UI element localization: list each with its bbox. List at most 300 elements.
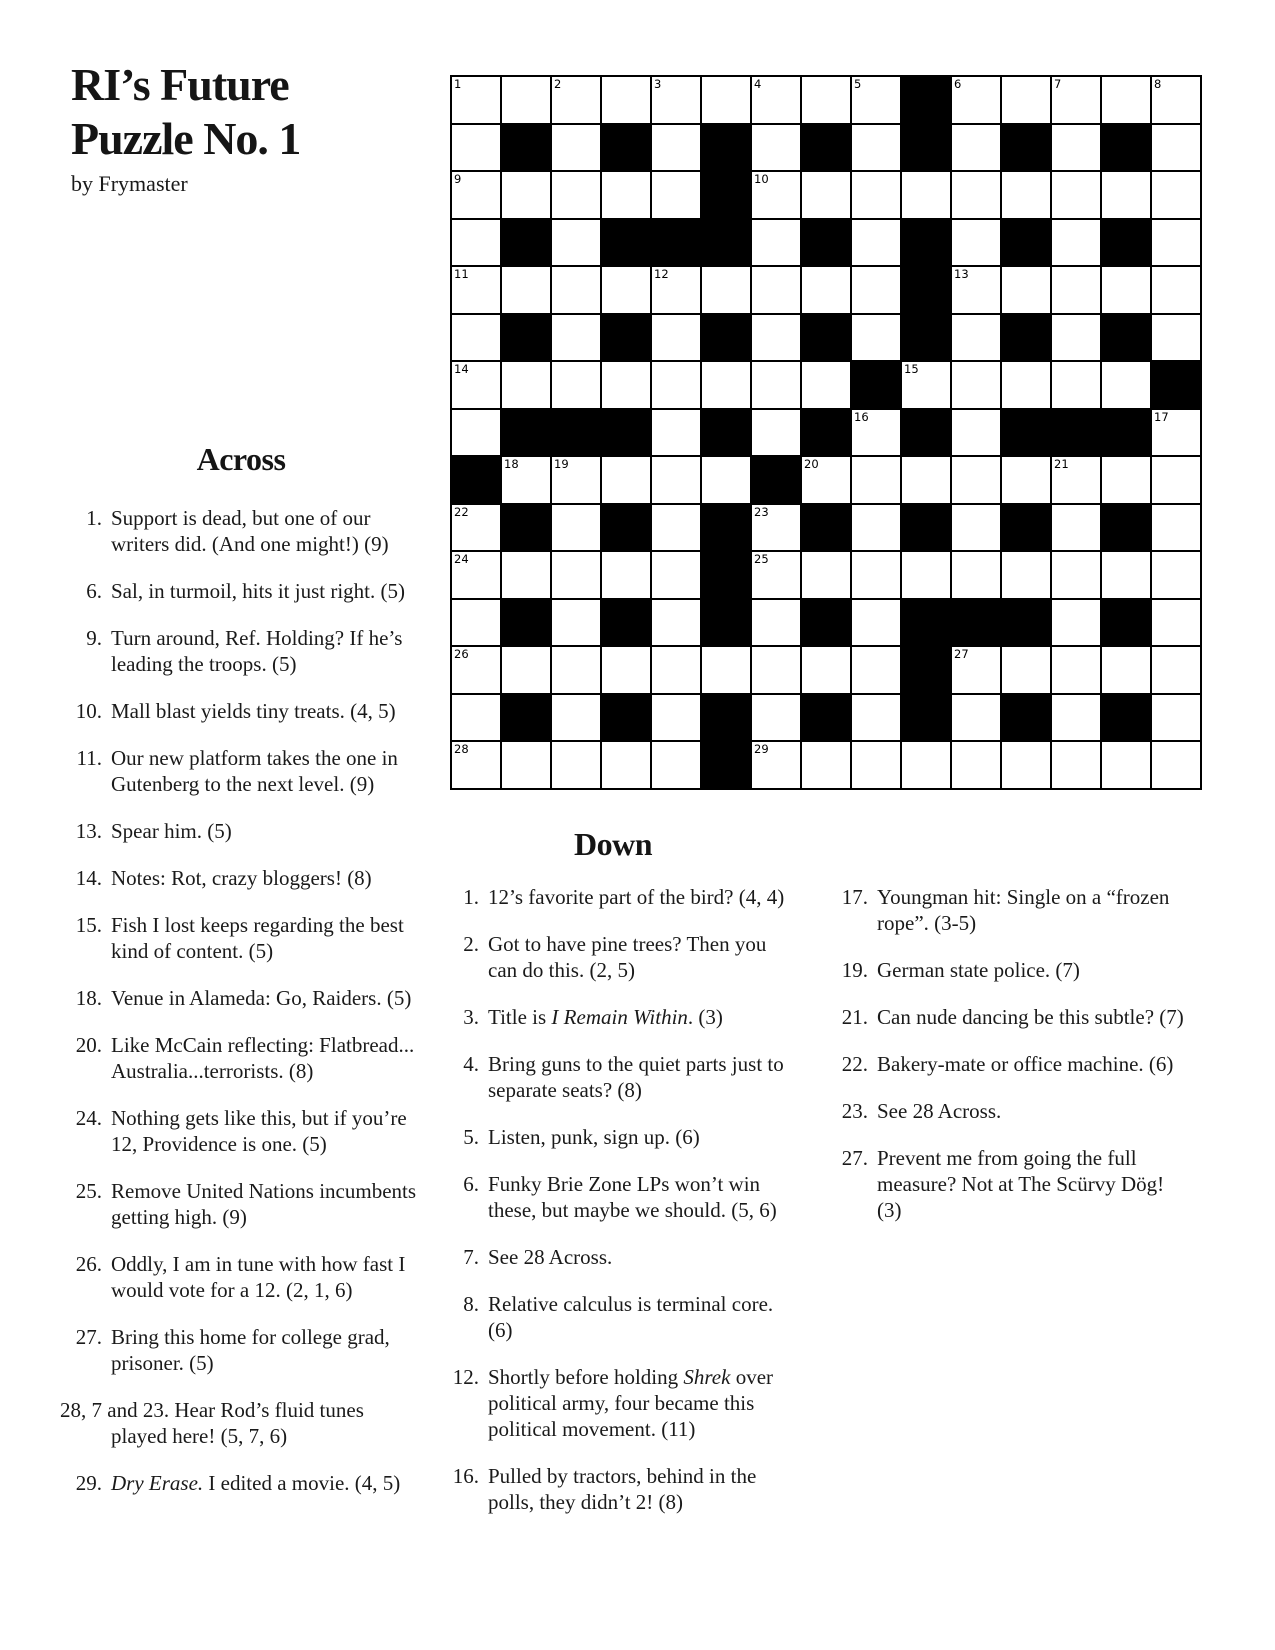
grid-cell-r10c8-black: [801, 504, 851, 552]
grid-cell-r13c2[interactable]: [501, 646, 551, 694]
grid-cell-r11c1[interactable]: [451, 551, 501, 599]
clue-number: 22.: [841, 1052, 868, 1076]
clue-down-2: [437, 931, 793, 983]
grid-cell-r15c4[interactable]: [601, 741, 651, 789]
grid-cell-r2c12-black: [1001, 124, 1051, 172]
grid-cell-r10c7[interactable]: [751, 504, 801, 552]
grid-cell-r4c2-black: [501, 219, 551, 267]
cell-number-19: 19: [554, 457, 569, 471]
grid-cell-r11c9[interactable]: [851, 551, 901, 599]
grid-cell-r13c8[interactable]: [801, 646, 851, 694]
grid-cell-r9c7-black: [751, 456, 801, 504]
grid-cell-r4c7[interactable]: [751, 219, 801, 267]
grid-cell-r4c15[interactable]: [1151, 219, 1201, 267]
cell-number-23: 23: [754, 504, 769, 519]
grid-cell-r11c8[interactable]: [801, 551, 851, 599]
grid-cell-r4c1[interactable]: [451, 219, 501, 267]
grid-cell-r14c2-black: [501, 694, 551, 742]
grid-cell-r9c6[interactable]: [701, 456, 751, 504]
grid-cell-r13c4[interactable]: [601, 646, 651, 694]
cell-number-20: 20: [804, 457, 819, 471]
cell-number-4: 4: [754, 77, 762, 91]
grid-cell-r1c13[interactable]: [1051, 76, 1101, 124]
clue-text: Got to have pine trees? Then you can do this. (2, 5): [488, 932, 767, 982]
across-clue-list: [60, 505, 422, 1496]
grid-cell-r11c4[interactable]: [601, 551, 651, 599]
cell-number-25: 25: [754, 552, 769, 566]
grid-cell-r10c15[interactable]: [1151, 504, 1201, 552]
grid-cell-r15c11[interactable]: [951, 741, 1001, 789]
clue-text: Support is dead, but one of our writers did. (And one might!) (9): [111, 506, 389, 556]
grid-cell-r1c3[interactable]: [551, 76, 601, 124]
grid-cell-r2c15[interactable]: [1151, 124, 1201, 172]
grid-cell-r1c12[interactable]: [1001, 76, 1051, 124]
grid-cell-r12c3[interactable]: [551, 599, 601, 647]
grid-cell-r1c10-black: [901, 76, 951, 124]
grid-cell-r7c9-black: [851, 361, 901, 409]
grid-cell-r5c4[interactable]: [601, 266, 651, 314]
clue-text: Dry Erase. I edited a movie. (4, 5): [111, 1471, 401, 1495]
grid-cell-r7c14[interactable]: [1101, 361, 1151, 409]
grid-cell-r5c15[interactable]: [1151, 266, 1201, 314]
grid-cell-r8c4-black: [601, 409, 651, 457]
grid-cell-r5c11[interactable]: [951, 266, 1001, 314]
grid-cell-r2c6-black: [701, 124, 751, 172]
clue-down-8: [437, 1291, 793, 1343]
grid-cell-r6c2-black: [501, 314, 551, 362]
grid-cell-r6c1[interactable]: [451, 314, 501, 362]
grid-cell-r10c3[interactable]: [551, 504, 601, 552]
grid-cell-r7c3[interactable]: [551, 361, 601, 409]
grid-cell-r8c14-black: [1101, 409, 1151, 457]
grid-cell-r11c13[interactable]: [1051, 551, 1101, 599]
cell-number-15: 15: [904, 362, 919, 376]
cell-number-5: 5: [854, 77, 862, 91]
grid-cell-r8c9[interactable]: [851, 409, 901, 457]
clue-text: Like McCain reflecting: Flatbread... Australia...terrorists. (8): [111, 1033, 415, 1083]
clue-number: 15.: [75, 913, 102, 937]
clue-down-19: [826, 957, 1190, 983]
grid-cell-r2c5[interactable]: [651, 124, 701, 172]
grid-cell-r11c10[interactable]: [901, 551, 951, 599]
grid-cell-r15c1[interactable]: [451, 741, 501, 789]
grid-cell-r7c5[interactable]: [651, 361, 701, 409]
grid-cell-r9c1-black: [451, 456, 501, 504]
grid-cell-r15c5[interactable]: [651, 741, 701, 789]
grid-cell-r3c15[interactable]: [1151, 171, 1201, 219]
clue-text: Venue in Alameda: Go, Raiders. (5): [111, 986, 412, 1010]
grid-cell-r12c15[interactable]: [1151, 599, 1201, 647]
grid-cell-r7c4[interactable]: [601, 361, 651, 409]
clue-text: Bring guns to the quiet parts just to separate seats? (8): [488, 1052, 784, 1102]
clue-text: Prevent me from going the full measure? Not at The Scürvy Dög! (3): [877, 1146, 1165, 1222]
grid-cell-r2c4-black: [601, 124, 651, 172]
grid-cell-r6c6-black: [701, 314, 751, 362]
clue-text: Turn around, Ref. Holding? If he’s leading the troops. (5): [111, 626, 403, 676]
grid-cell-r3c2[interactable]: [501, 171, 551, 219]
clue-number: 21.: [841, 1005, 868, 1029]
grid-cell-r13c12[interactable]: [1001, 646, 1051, 694]
grid-cell-r5c2[interactable]: [501, 266, 551, 314]
grid-cell-r5c6[interactable]: [701, 266, 751, 314]
clue-number: 28, 7 and 23.: [60, 1398, 170, 1422]
grid-cell-r9c8[interactable]: [801, 456, 851, 504]
grid-cell-r12c1[interactable]: [451, 599, 501, 647]
grid-cell-r1c1[interactable]: [451, 76, 501, 124]
cell-number-14: 14: [454, 362, 469, 376]
grid-cell-r3c14[interactable]: [1101, 171, 1151, 219]
grid-cell-r11c5[interactable]: [651, 551, 701, 599]
grid-cell-r10c1[interactable]: [451, 504, 501, 552]
grid-cell-r4c5-black: [651, 219, 701, 267]
grid-cell-r10c11[interactable]: [951, 504, 1001, 552]
clue-number: 12.: [452, 1365, 479, 1389]
grid-cell-r7c12[interactable]: [1001, 361, 1051, 409]
grid-cell-r11c7[interactable]: [751, 551, 801, 599]
grid-cell-r4c14-black: [1101, 219, 1151, 267]
grid-cell-r8c7[interactable]: [751, 409, 801, 457]
cell-number-9: 9: [454, 172, 462, 186]
grid-cell-r2c11[interactable]: [951, 124, 1001, 172]
grid-cell-r1c9[interactable]: [851, 76, 901, 124]
grid-cell-r14c12-black: [1001, 694, 1051, 742]
clue-number: 6.: [463, 1172, 479, 1196]
clue-number: 1.: [463, 885, 479, 909]
grid-cell-r4c8-black: [801, 219, 851, 267]
grid-cell-r3c6-black: [701, 171, 751, 219]
grid-cell-r5c1[interactable]: [451, 266, 501, 314]
grid-cell-r1c5[interactable]: [651, 76, 701, 124]
grid-cell-r9c12[interactable]: [1001, 456, 1051, 504]
grid-cell-r7c11[interactable]: [951, 361, 1001, 409]
clue-number: 9.: [86, 626, 102, 650]
clue-across-11: [60, 745, 422, 797]
clue-number: 7.: [463, 1245, 479, 1269]
grid-cell-r15c6-black: [701, 741, 751, 789]
grid-cell-r8c13-black: [1051, 409, 1101, 457]
grid-cell-r6c13[interactable]: [1051, 314, 1101, 362]
grid-cell-r6c5[interactable]: [651, 314, 701, 362]
grid-cell-r13c3[interactable]: [551, 646, 601, 694]
grid-cell-r2c14-black: [1101, 124, 1151, 172]
grid-cell-r3c7[interactable]: [751, 171, 801, 219]
grid-cell-r13c13[interactable]: [1051, 646, 1101, 694]
grid-cell-r13c7[interactable]: [751, 646, 801, 694]
grid-cell-r3c10[interactable]: [901, 171, 951, 219]
grid-cell-r13c11[interactable]: [951, 646, 1001, 694]
grid-cell-r10c9[interactable]: [851, 504, 901, 552]
grid-cell-r10c6-black: [701, 504, 751, 552]
clue-text: Relative calculus is terminal core. (6): [488, 1292, 774, 1342]
cell-number-11: 11: [454, 267, 469, 281]
puzzle-title-line1: RI’s Future: [71, 59, 289, 110]
grid-cell-r14c11[interactable]: [951, 694, 1001, 742]
grid-cell-r12c10-black: [901, 599, 951, 647]
clue-down-21: [826, 1004, 1190, 1030]
grid-cell-r5c3[interactable]: [551, 266, 601, 314]
grid-cell-r5c8[interactable]: [801, 266, 851, 314]
grid-cell-r11c3[interactable]: [551, 551, 601, 599]
grid-cell-r12c4-black: [601, 599, 651, 647]
grid-cell-r4c4-black: [601, 219, 651, 267]
grid-cell-r2c13[interactable]: [1051, 124, 1101, 172]
cell-number-24: 24: [454, 552, 469, 566]
grid-cell-r10c2-black: [501, 504, 551, 552]
clue-across-13: [60, 818, 422, 844]
grid-cell-r12c9[interactable]: [851, 599, 901, 647]
grid-cell-r1c7[interactable]: [751, 76, 801, 124]
grid-cell-r2c9[interactable]: [851, 124, 901, 172]
grid-cell-r7c8[interactable]: [801, 361, 851, 409]
grid-cell-r1c11[interactable]: [951, 76, 1001, 124]
grid-cell-r1c15[interactable]: [1151, 76, 1201, 124]
grid-cell-r2c8-black: [801, 124, 851, 172]
clue-text: Remove United Nations incumbents getting high. (9): [111, 1179, 417, 1229]
clue-down-22: [826, 1051, 1190, 1077]
clue-across-15: [60, 912, 422, 964]
grid-cell-r9c5[interactable]: [651, 456, 701, 504]
cell-number-29: 29: [754, 742, 769, 756]
grid-cell-r15c8[interactable]: [801, 741, 851, 789]
grid-cell-r5c5[interactable]: [651, 266, 701, 314]
grid-cell-r1c14[interactable]: [1101, 76, 1151, 124]
grid-cell-r14c1[interactable]: [451, 694, 501, 742]
grid-cell-r11c6-black: [701, 551, 751, 599]
grid-cell-r8c5[interactable]: [651, 409, 701, 457]
grid-cell-r11c11[interactable]: [951, 551, 1001, 599]
grid-cell-r12c11-black: [951, 599, 1001, 647]
grid-cell-r15c15[interactable]: [1151, 741, 1201, 789]
grid-cell-r12c7[interactable]: [751, 599, 801, 647]
grid-cell-r6c4-black: [601, 314, 651, 362]
grid-cell-r3c11[interactable]: [951, 171, 1001, 219]
grid-cell-r7c6[interactable]: [701, 361, 751, 409]
grid-cell-r9c2[interactable]: [501, 456, 551, 504]
grid-cell-r6c8-black: [801, 314, 851, 362]
grid-cell-r3c5[interactable]: [651, 171, 701, 219]
cell-number-26: 26: [454, 647, 469, 661]
grid-cell-r2c1[interactable]: [451, 124, 501, 172]
grid-cell-r6c14-black: [1101, 314, 1151, 362]
grid-cell-r14c9[interactable]: [851, 694, 901, 742]
clue-across-9: [60, 625, 422, 677]
grid-cell-r14c7[interactable]: [751, 694, 801, 742]
grid-cell-r1c8[interactable]: [801, 76, 851, 124]
grid-cell-r6c11[interactable]: [951, 314, 1001, 362]
grid-cell-r13c15[interactable]: [1151, 646, 1201, 694]
grid-cell-r10c5[interactable]: [651, 504, 701, 552]
clue-text: 12’s favorite part of the bird? (4, 4): [488, 885, 785, 909]
cell-number-16: 16: [854, 409, 869, 424]
grid-cell-r6c15[interactable]: [1151, 314, 1201, 362]
grid-cell-r7c10[interactable]: [901, 361, 951, 409]
grid-cell-r1c4[interactable]: [601, 76, 651, 124]
grid-cell-r12c8-black: [801, 599, 851, 647]
clue-across-1: [60, 505, 422, 557]
grid-cell-r11c2[interactable]: [501, 551, 551, 599]
clue-number: 11.: [76, 746, 102, 770]
grid-cell-r9c14[interactable]: [1101, 456, 1151, 504]
grid-cell-r15c14[interactable]: [1101, 741, 1151, 789]
grid-cell-r4c3[interactable]: [551, 219, 601, 267]
across-heading: Across: [196, 441, 286, 477]
grid-cell-r13c5[interactable]: [651, 646, 701, 694]
grid-cell-r14c10-black: [901, 694, 951, 742]
clue-text: Our new platform takes the one in Gutenberg to the next level. (9): [111, 746, 398, 796]
grid-cell-r9c10[interactable]: [901, 456, 951, 504]
grid-cell-r7c2[interactable]: [501, 361, 551, 409]
grid-cell-r12c6-black: [701, 599, 751, 647]
grid-cell-r9c15[interactable]: [1151, 456, 1201, 504]
crossword-grid: [450, 75, 1202, 790]
grid-cell-r2c10-black: [901, 124, 951, 172]
grid-cell-r15c7[interactable]: [751, 741, 801, 789]
clue-text: Title is I Remain Within. (3): [488, 1005, 723, 1029]
grid-cell-r4c12-black: [1001, 219, 1051, 267]
cell-number-2: 2: [554, 77, 562, 91]
cell-number-3: 3: [654, 77, 662, 91]
clue-across-28-7-23: [60, 1397, 422, 1449]
grid-cell-r8c6-black: [701, 409, 751, 457]
cell-number-12: 12: [654, 267, 669, 281]
grid-cell-r7c1[interactable]: [451, 361, 501, 409]
grid-cell-r1c6[interactable]: [701, 76, 751, 124]
grid-cell-r13c9[interactable]: [851, 646, 901, 694]
clue-number: 14.: [75, 866, 102, 890]
grid-cell-r9c4[interactable]: [601, 456, 651, 504]
grid-cell-r9c13[interactable]: [1051, 456, 1101, 504]
grid-cell-r5c13[interactable]: [1051, 266, 1101, 314]
clue-down-16: [437, 1463, 793, 1515]
grid-cell-r3c9[interactable]: [851, 171, 901, 219]
clue-text: Sal, in turmoil, hits it just right. (5): [111, 579, 405, 603]
grid-cell-r8c1[interactable]: [451, 409, 501, 457]
grid-cell-r15c2[interactable]: [501, 741, 551, 789]
clue-text: Oddly, I am in tune with how fast I would vote for a 12. (2, 1, 6): [111, 1252, 406, 1302]
grid-cell-r10c13[interactable]: [1051, 504, 1101, 552]
clue-text: Can nude dancing be this subtle? (7): [877, 1005, 1184, 1029]
grid-cell-r8c11[interactable]: [951, 409, 1001, 457]
grid-cell-r3c1[interactable]: [451, 171, 501, 219]
cell-number-21: 21: [1054, 457, 1069, 471]
grid-cell-r4c9[interactable]: [851, 219, 901, 267]
grid-cell-r12c2-black: [501, 599, 551, 647]
grid-cell-r12c12-black: [1001, 599, 1051, 647]
grid-cell-r10c10-black: [901, 504, 951, 552]
clue-down-12: [437, 1364, 793, 1442]
grid-cell-r8c12-black: [1001, 409, 1051, 457]
grid-cell-r6c3[interactable]: [551, 314, 601, 362]
grid-cell-r5c14[interactable]: [1101, 266, 1151, 314]
grid-cell-r4c6-black: [701, 219, 751, 267]
clue-number: 27.: [75, 1325, 102, 1349]
grid-cell-r3c13[interactable]: [1051, 171, 1101, 219]
cell-number-8: 8: [1154, 77, 1162, 91]
clue-down-6: [437, 1171, 793, 1223]
grid-cell-r6c7[interactable]: [751, 314, 801, 362]
grid-cell-r4c13[interactable]: [1051, 219, 1101, 267]
clue-number: 23.: [841, 1099, 868, 1123]
grid-cell-r9c9[interactable]: [851, 456, 901, 504]
clue-across-14: [60, 865, 422, 891]
grid-cell-r15c3[interactable]: [551, 741, 601, 789]
grid-cell-r12c5[interactable]: [651, 599, 701, 647]
clue-down-5: [437, 1124, 793, 1150]
grid-cell-r5c12[interactable]: [1001, 266, 1051, 314]
clue-number: 8.: [463, 1292, 479, 1316]
clue-number: 19.: [841, 958, 868, 982]
clue-across-20: [60, 1032, 422, 1084]
grid-cell-r13c1[interactable]: [451, 646, 501, 694]
grid-cell-r8c15[interactable]: [1151, 409, 1201, 457]
cell-number-22: 22: [454, 504, 469, 519]
clue-text: German state police. (7): [877, 958, 1080, 982]
clue-down-1: [437, 884, 793, 910]
grid-cell-r8c8-black: [801, 409, 851, 457]
grid-cell-r14c13[interactable]: [1051, 694, 1101, 742]
grid-cell-r7c13[interactable]: [1051, 361, 1101, 409]
grid-cell-r14c3[interactable]: [551, 694, 601, 742]
grid-cell-r4c11[interactable]: [951, 219, 1001, 267]
grid-cell-r5c9[interactable]: [851, 266, 901, 314]
grid-cell-r6c9[interactable]: [851, 314, 901, 362]
grid-cell-r7c7[interactable]: [751, 361, 801, 409]
clue-number: 24.: [75, 1106, 102, 1130]
clue-across-18: [60, 985, 422, 1011]
clue-number: 5.: [463, 1125, 479, 1149]
clue-text: Funky Brie Zone LPs won’t win these, but maybe we should. (5, 6): [488, 1172, 777, 1222]
clue-number: 6.: [86, 579, 102, 603]
grid-cell-r14c15[interactable]: [1151, 694, 1201, 742]
grid-cell-r12c13[interactable]: [1051, 599, 1101, 647]
cell-number-27: 27: [954, 647, 969, 661]
grid-cell-r13c14[interactable]: [1101, 646, 1151, 694]
clue-text: Youngman hit: Single on a “frozen rope”. (3-5): [877, 885, 1170, 935]
grid-cell-r14c5[interactable]: [651, 694, 701, 742]
puzzle-title-line2: Puzzle No. 1: [71, 113, 301, 164]
clue-text: Spear him. (5): [111, 819, 232, 843]
grid-cell-r3c4[interactable]: [601, 171, 651, 219]
grid-cell-r5c7[interactable]: [751, 266, 801, 314]
grid-cell-r15c12[interactable]: [1001, 741, 1051, 789]
clue-text: Nothing gets like this, but if you’re 12, Providence is one. (5): [111, 1106, 407, 1156]
clue-across-24: [60, 1105, 422, 1157]
grid-cell-r3c3[interactable]: [551, 171, 601, 219]
grid-cell-r15c10[interactable]: [901, 741, 951, 789]
grid-cell-r1c2[interactable]: [501, 76, 551, 124]
grid-cell-r15c9[interactable]: [851, 741, 901, 789]
grid-cell-r3c12[interactable]: [1001, 171, 1051, 219]
grid-cell-r9c11[interactable]: [951, 456, 1001, 504]
title-block: [71, 58, 431, 198]
clue-across-10: [60, 698, 422, 724]
grid-cell-r14c8-black: [801, 694, 851, 742]
clue-text: Shortly before holding Shrek over political army, four became this political movement. (11): [488, 1365, 774, 1441]
grid-cell-r13c6[interactable]: [701, 646, 751, 694]
grid-cell-r11c12[interactable]: [1001, 551, 1051, 599]
grid-cell-r9c3[interactable]: [551, 456, 601, 504]
grid-cell-r11c14[interactable]: [1101, 551, 1151, 599]
clue-number: 13.: [75, 819, 102, 843]
grid-cell-r11c15[interactable]: [1151, 551, 1201, 599]
grid-cell-r15c13[interactable]: [1051, 741, 1101, 789]
grid-cell-r8c3-black: [551, 409, 601, 457]
grid-cell-r3c8[interactable]: [801, 171, 851, 219]
grid-cell-r2c7[interactable]: [751, 124, 801, 172]
grid-cell-r2c3[interactable]: [551, 124, 601, 172]
down-clue-list-col1: [437, 884, 793, 1536]
grid-cell-r5c10-black: [901, 266, 951, 314]
